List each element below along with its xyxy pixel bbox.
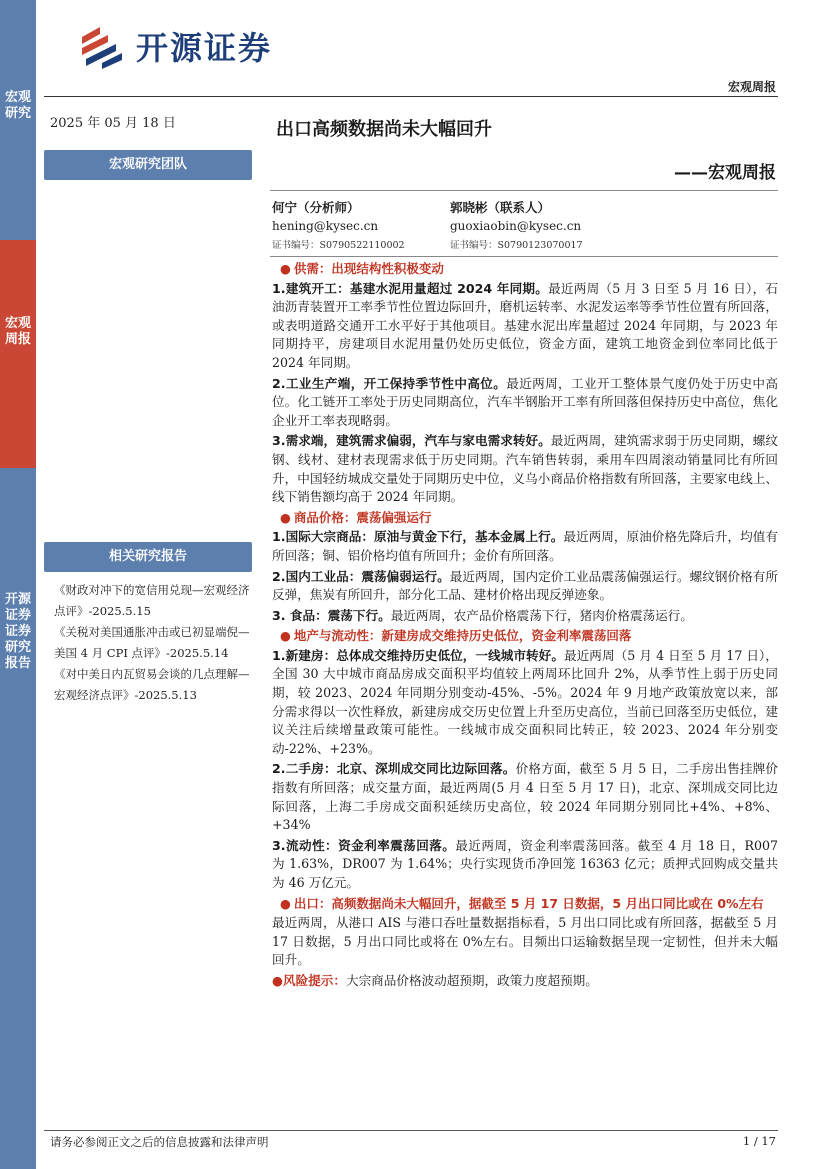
team-label-box: 宏观研究团队: [44, 150, 252, 180]
analyst-cert: 证书编号：S0790522110002: [272, 240, 405, 251]
section-heading: ● 商品价格：震荡偏强运行: [280, 509, 432, 525]
contact-email[interactable]: guoxiaobin@kysec.cn: [450, 219, 582, 233]
footer-disclaimer: 请务必参阅正文之后的信息披露和法律声明: [50, 1135, 269, 1149]
page-number: 1 / 17: [742, 1134, 776, 1148]
header-divider: [44, 96, 778, 97]
section-heading: ● 出口：高频数据尚未大幅回升，据截至 5 月 17 日数据，5 月出口同比或在 0%左右: [280, 895, 764, 911]
section-heading: ● 供需：出现结构性积极变动: [280, 261, 444, 276]
paragraph: 3. 食品：震荡下行。最近两周，农产品价格震荡下行，猪肉价格震荡运行。: [272, 607, 693, 623]
footer-divider: [44, 1130, 778, 1131]
paragraph: 1.新建房：总体成交维持历史低位，一线城市转好。最近两周（5 月 4 日至 5 月 17 日），全国 30 大中城市商品房成交面积平均值较上两周环比回升 2%，从季节性上弱于历史同期，较 2023、2024 年同期分别变动-45%、-5%。2024 年 9 月地产政策放宽以来，部分需求得以一次性释放，新建房成交历史位置上升至历史高位，当前已回落至历史低位，建议关注后续增量政策可能性。一线城市成交面积同比转正，较 2023、2024 年分别变动-22%、+23%。: [272, 647, 778, 756]
bullet-icon: ●: [280, 261, 291, 276]
side-label-bottom: 开源证券 证券研究报告: [4, 592, 31, 671]
analyst-email[interactable]: hening@kysec.cn: [272, 219, 379, 233]
related-report-item[interactable]: 《财政对冲下的宽信用兑现—宏观经济点评》-2025.5.15: [54, 583, 250, 618]
risk-note: ●风险提示：大宗商品价格波动超预期，政策力度超预期。: [272, 972, 598, 988]
bullet-icon: ●: [280, 628, 291, 644]
page-title: 出口高频数据尚未大幅回升: [276, 119, 492, 140]
bullet-icon: ●: [280, 509, 291, 525]
logo-text: 开源证券: [136, 29, 273, 67]
side-strip-bottom: [0, 468, 36, 1169]
paragraph: 2.工业生产端，开工保持季节性中高位。最近两周，工业开工整体景气度仍处于历史中高位。化工链开工率处于历史同期高位，汽车半钢胎开工率有所回落但保持历史中高位，焦化企业开工率表现略弱。: [272, 375, 778, 428]
bullet-icon: ●: [272, 972, 283, 988]
analyst-name: 何宁（分析师）: [272, 200, 360, 215]
paragraph: 1.国际大宗商品：原油与黄金下行，基本金属上行。最近两周，原油价格先降后升，均值有所回落；铜、铝价格均值有所回升；金价有所回落。: [272, 529, 779, 563]
analyst-divider-bottom: [270, 256, 778, 257]
logo-mark-icon: [78, 23, 126, 69]
related-reports-label-box: 相关研究报告: [44, 542, 252, 572]
bullet-icon: ●: [280, 895, 291, 911]
report-body: [272, 260, 778, 993]
contact-name: 郭晓彬（联系人）: [450, 200, 551, 215]
paragraph: 2.国内工业品：震荡偏弱运行。最近两周，国内定价工业品震荡偏强运行。螺纹钢价格有所反弹，焦炭有所回升，部分化工品、建材价格出现反弹迹象。: [272, 568, 778, 603]
paragraph: 3.流动性：资金利率震荡回落。最近两周，资金利率震荡回落。截至 4 月 18 日，R007 为 1.63%，DR007 为 1.64%；央行实现货币净回笼 16363 亿元；质押式回购成交量共为 46 万亿元。: [272, 837, 778, 890]
side-label-middle: 宏观周报: [4, 316, 31, 347]
page-subtitle: ——宏观周报: [674, 163, 776, 183]
paragraph: 最近两周，从港口 AIS 与港口吞吐量数据指标看，5 月出口同比或有所回落，据截至 5 月 17 日数据，5 月出口同比或将在 0%左右。目频出口运输数据呈现一定韧性，但并未大幅回升。: [272, 915, 778, 968]
paragraph: 1.建筑开工：基建水泥用量超过 2024 年同期。最近两周（5 月 3 日至 5 月 16 日），石油沥青装置开工率季节性位置边际回升，磨机运转率、水泥发运率等季节性位置有所回落，或表明道路交通开工水平好于其他项目。基建水泥出库量超过 2024 年同期，与 2023 年同期持平，房建项目水泥用量仍处历史低位，资金方面，建筑工地资金到位率同比低于 2024 年同期。: [272, 280, 778, 370]
analyst-divider-top: [270, 190, 778, 191]
report-type: 宏观周报: [727, 80, 776, 94]
paragraph: 2.二手房：北京、深圳成交同比边际回落。价格方面，截至 5 月 5 日，二手房出售挂牌价指数有所回落；成交量方面，最近两周(5 月 4 日至 5 月 17 日)，北京、深圳成交同比边际回落，上海二手房成交面积延续历史高位，较 2024 年同期分别同比+4%、+8%、+34%: [272, 761, 778, 833]
analyst-card: [272, 198, 405, 255]
related-reports-list: [54, 580, 254, 706]
section-heading: ● 地产与流动性：新建房成交维持历史低位，资金利率震荡回落: [280, 628, 632, 644]
report-date: 2025 年 05 月 18 日: [50, 116, 176, 131]
related-report-item[interactable]: 《对中美日内瓦贸易会谈的几点理解—宏观经济点评》-2025.5.13: [54, 667, 250, 702]
side-strip-middle: [0, 240, 36, 468]
contact-cert: 证书编号：S0790123070017: [450, 240, 583, 251]
company-logo: [78, 22, 272, 70]
contact-card: [450, 198, 583, 255]
side-label-top: 宏观研究: [4, 90, 31, 121]
related-report-item[interactable]: 《关税对美国通胀冲击或已初显端倪—美国 4 月 CPI 点评》-2025.5.14: [54, 625, 250, 660]
paragraph: 3.需求端，建筑需求偏弱，汽车与家电需求转好。最近两周，建筑需求弱于历史同期，螺纹钢、线材、建材表现需求低于历史同期。汽车销售转弱，乘用车四周滚动销量同比有所回升，中国轻纺城成交量处于同期历史中位，义乌小商品价格指数有所回落，主要家电线上、线下销售额均高于 2024 年同期。: [272, 433, 779, 505]
